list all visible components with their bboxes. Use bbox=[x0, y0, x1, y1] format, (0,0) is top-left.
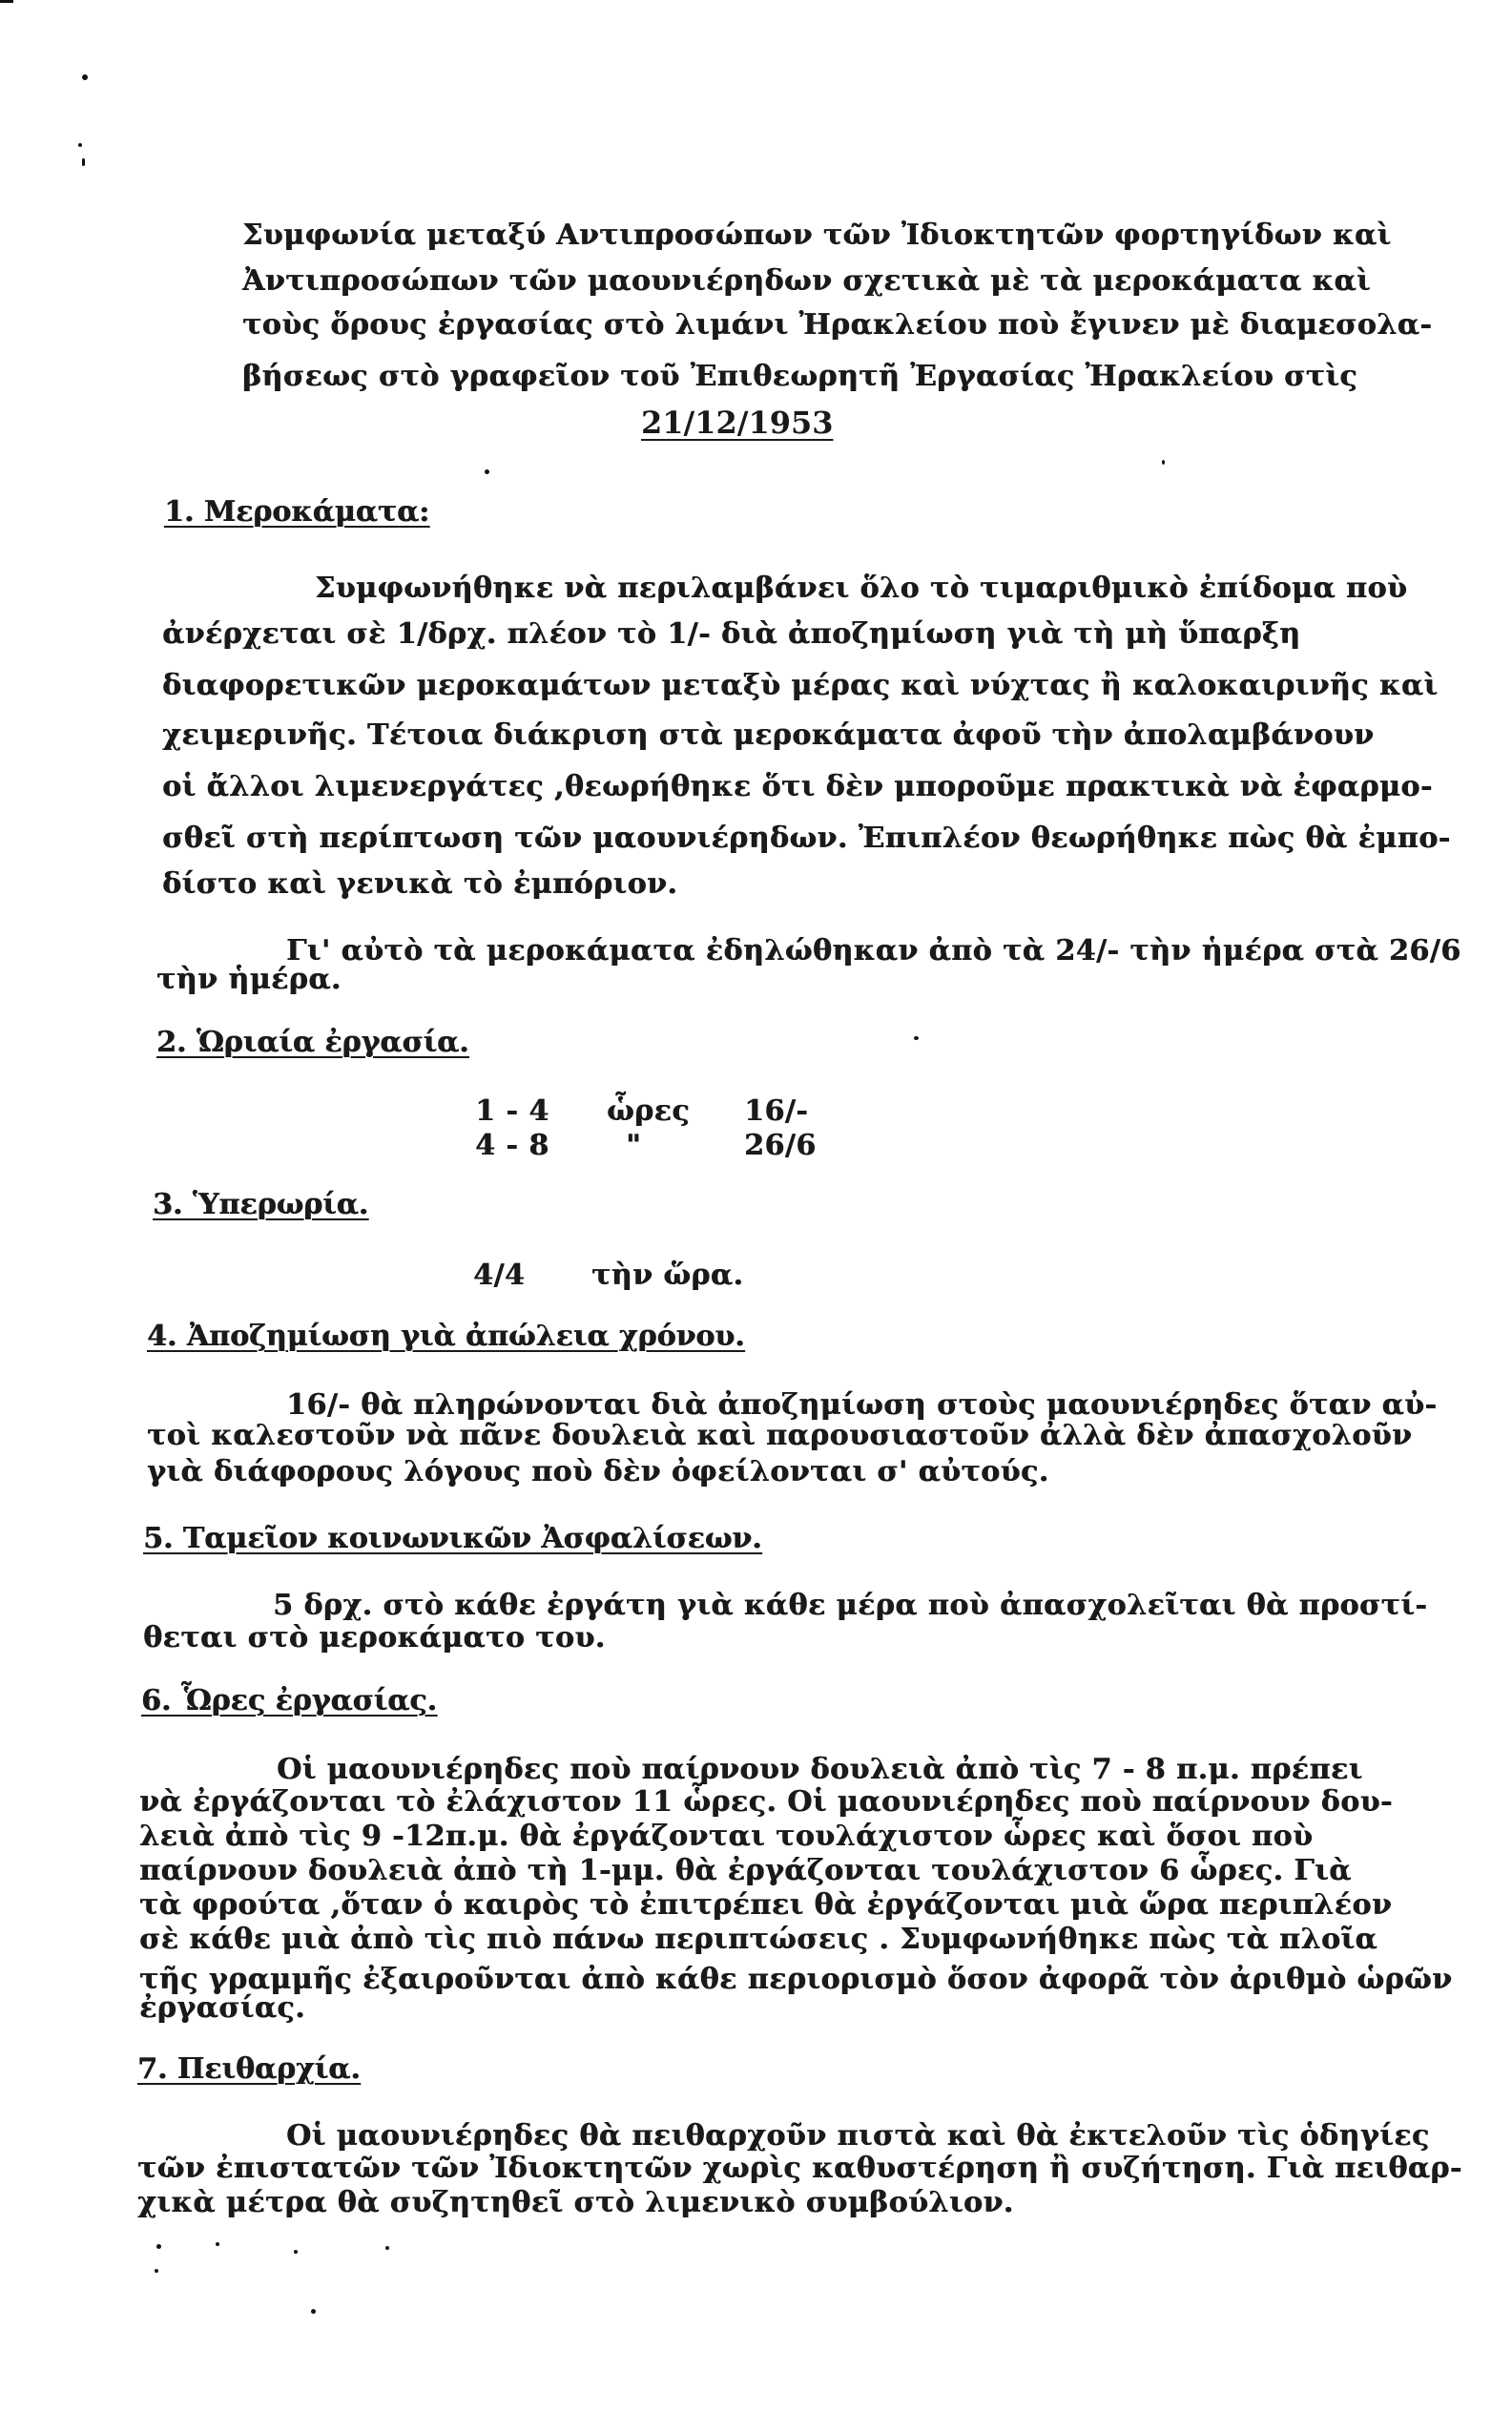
hours-range: 1 - 4 bbox=[475, 1094, 549, 1128]
section-heading: 6. Ὧρες ἐργασίας. bbox=[141, 1684, 437, 1717]
scan-speck bbox=[156, 2244, 161, 2249]
section-heading: 5. Ταμεῖον κοινωνικῶν Ἀσφαλίσεων. bbox=[143, 1522, 762, 1555]
scan-speck bbox=[78, 143, 82, 147]
paragraph-line: παίρνουν δουλειὰ ἀπὸ τὴ 1-μμ. θὰ ἐργάζονται τουλάχιστον 6 ὧρες. Γιὰ bbox=[139, 1854, 1352, 1887]
paragraph-line: τῶν ἐπιστατῶν τῶν Ἰδιοκτητῶν χωρὶς καθυστέρηση ἢ συζήτηση. Γιὰ πειθαρ- bbox=[137, 2152, 1462, 2185]
paragraph-line: Οἱ μαουνιέρηδες ποὺ παίρνουν δουλειὰ ἀπὸ τὶς 7 - 8 π.μ. πρέπει bbox=[277, 1753, 1363, 1786]
paragraph-line: τὴν ἡμέρα. bbox=[156, 963, 342, 996]
paragraph-line: λειὰ ἀπὸ τὶς 9 -12π.μ. θὰ ἐργάζονται τουλάχιστον ὧρες καὶ ὅσοι ποὺ bbox=[139, 1820, 1314, 1853]
section-heading: 4. Ἀποζημίωση γιὰ ἀπώλεια χρόνου. bbox=[147, 1320, 745, 1353]
title-line: βήσεως στὸ γραφεῖον τοῦ Ἐπιθεωρητῆ Ἐργασίας Ἠρακλείου στὶς bbox=[242, 360, 1358, 393]
overtime-unit: τὴν ὥρα. bbox=[591, 1259, 744, 1292]
title-line: Συμφωνία μεταξύ Αντιπροσώπων τῶν Ἰδιοκτητῶν φορτηγίδων καὶ bbox=[242, 219, 1392, 252]
section-heading: 1. Μεροκάματα: bbox=[164, 495, 430, 529]
paragraph-line: ἀνέρχεται σὲ 1/δρχ. πλέον τὸ 1/- διὰ ἀποζημίωση γιὰ τὴ μὴ ὕπαρξη bbox=[162, 617, 1301, 651]
paragraph-line: Συμφωνήθηκε νὰ περιλαμβάνει ὅλο τὸ τιμαριθμικὸ ἐπίδομα ποὺ bbox=[315, 572, 1408, 605]
scan-corner-mark bbox=[0, 0, 13, 3]
scan-speck bbox=[485, 469, 489, 474]
scan-speck bbox=[82, 74, 88, 80]
title-line: τοὺς ὅρους ἐργασίας στὸ λιμάνι Ἠρακλείου ποὺ ἔγινεν μὲ διαμεσολα- bbox=[242, 308, 1433, 342]
paragraph-line: 5 δρχ. στὸ κάθε ἐργάτη γιὰ κάθε μέρα ποὺ ἀπασχολεῖται θὰ προστί- bbox=[273, 1589, 1428, 1622]
scan-speck bbox=[294, 2250, 298, 2254]
section-heading: 3. Ὑπερωρία. bbox=[153, 1188, 369, 1221]
paragraph-line: χειμερινῆς. Τέτοια διάκριση στὰ μεροκάματα ἀφοῦ τὴν ἀπολαμβάνουν bbox=[162, 718, 1375, 752]
hours-unit: " bbox=[626, 1129, 642, 1162]
scan-speck bbox=[1162, 460, 1165, 465]
paragraph-line: Γι' αὐτὸ τὰ μεροκάματα ἐδηλώθηκαν ἀπὸ τὰ 24/- τὴν ἡμέρα στὰ 26/6 bbox=[286, 934, 1461, 968]
hours-rate: 16/- bbox=[744, 1094, 809, 1128]
scan-speck bbox=[82, 158, 85, 166]
paragraph-line: σθεῖ στὴ περίπτωση τῶν μαουνιέρηδων. Ἐπιπλέον θεωρήθηκε πὼς θὰ ἐμπο- bbox=[162, 822, 1451, 855]
paragraph-line: δίστο καὶ γενικὰ τὸ ἐμπόριον. bbox=[162, 867, 678, 901]
title-line: Ἀντιπροσώπων τῶν μαουνιέρηδων σχετικὰ μὲ τὰ μεροκάματα καὶ bbox=[242, 264, 1371, 298]
scan-speck bbox=[914, 1036, 919, 1040]
section-heading: 2. Ὡριαία ἐργασία. bbox=[156, 1026, 469, 1059]
paragraph-line: τῆς γραμμῆς ἐξαιροῦνται ἀπὸ κάθε περιορισμὸ ὅσον ἀφορᾶ τὸν ἀριθμὸ ὡρῶν bbox=[139, 1963, 1453, 1996]
hours-unit: ὧρες bbox=[607, 1094, 691, 1128]
paragraph-line: ἐργασίας. bbox=[139, 1991, 306, 2025]
scan-speck bbox=[216, 2242, 219, 2246]
paragraph-line: σὲ κάθε μιὰ ἀπὸ τὶς πιὸ πάνω περιπτώσεις . Συμφωνήθηκε πὼς τὰ πλοῖα bbox=[139, 1923, 1377, 1956]
paragraph-line: οἱ ἄλλοι λιμενεργάτες ,θεωρήθηκε ὅτι δὲν μποροῦμε πρακτικὰ νὰ ἐφαρμο- bbox=[162, 770, 1433, 803]
paragraph-line: θεται στὸ μεροκάματο του. bbox=[143, 1621, 606, 1655]
hours-rate: 26/6 bbox=[744, 1129, 817, 1162]
scan-speck bbox=[311, 2309, 316, 2314]
scan-speck bbox=[155, 2269, 158, 2273]
paragraph-line: Οἱ μαουνιέρηδες θὰ πειθαρχοῦν πιστὰ καὶ θὰ ἐκτελοῦν τὶς ὁδηγίες bbox=[286, 2119, 1430, 2153]
hours-range: 4 - 8 bbox=[475, 1129, 549, 1162]
paragraph-line: τοὶ καλεστοῦν νὰ πᾶνε δουλειὰ καὶ παρουσιαστοῦν ἀλλὰ δὲν ἀπασχολοῦν bbox=[147, 1419, 1413, 1452]
section-heading: 7. Πειθαρχία. bbox=[137, 2052, 361, 2086]
scan-speck bbox=[385, 2246, 389, 2250]
paragraph-line: διαφορετικῶν μεροκαμάτων μεταξὺ μέρας καὶ νύχτας ἢ καλοκαιρινῆς καὶ bbox=[162, 669, 1439, 702]
paragraph-line: νὰ ἐργάζονται τὸ ἐλάχιστον 11 ὧρες. Οἱ μαουνιέρηδες ποὺ παίρνουν δου- bbox=[139, 1785, 1393, 1819]
paragraph-line: χικὰ μέτρα θὰ συζητηθεῖ στὸ λιμενικὸ συμβούλιον. bbox=[137, 2186, 1014, 2219]
paragraph-line: 16/- θὰ πληρώνονται διὰ ἀποζημίωση στοὺς μαουνιέρηδες ὅταν αὐ- bbox=[286, 1388, 1438, 1422]
overtime-rate: 4/4 bbox=[473, 1259, 526, 1292]
document-date: 21/12/1953 bbox=[641, 405, 834, 441]
paragraph-line: τὰ φρούτα ,ὅταν ὁ καιρὸς τὸ ἐπιτρέπει θὰ ἐργάζονται μιὰ ὥρα περιπλέον bbox=[139, 1888, 1393, 1922]
paragraph-line: γιὰ διάφορους λόγους ποὺ δὲν ὀφείλονται σ' αὐτούς. bbox=[147, 1455, 1049, 1488]
